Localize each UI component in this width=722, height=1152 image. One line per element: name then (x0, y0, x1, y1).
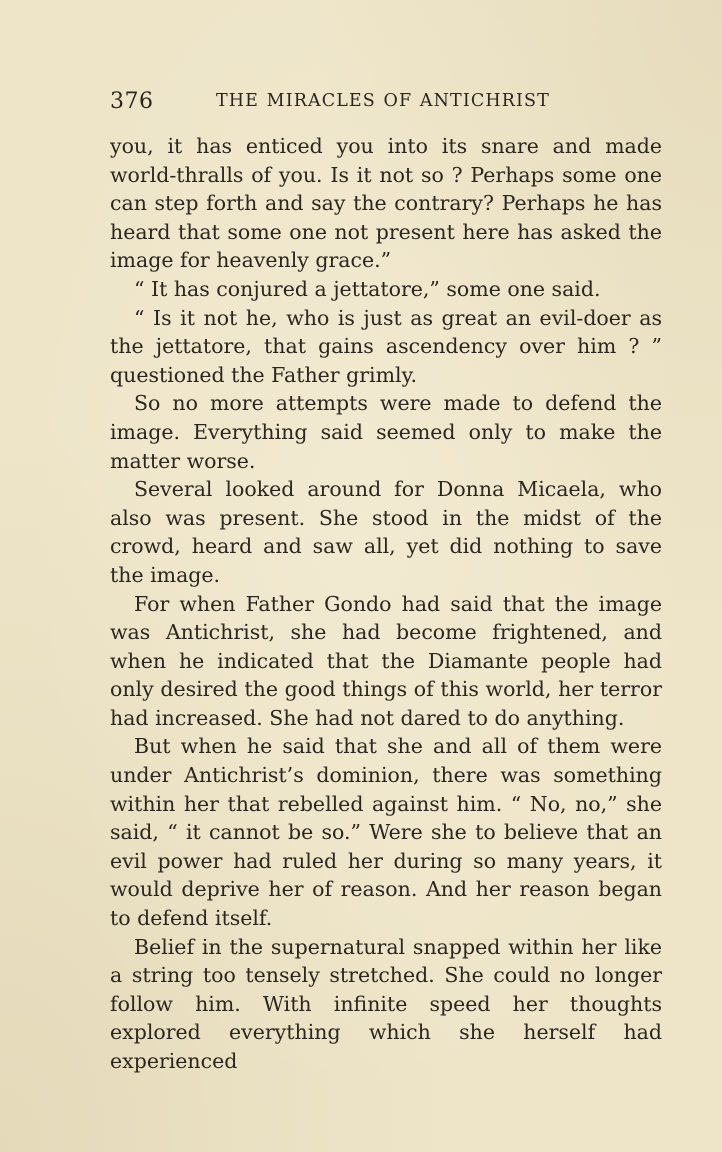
running-title: THE MIRACLES OF ANTICHRIST (216, 91, 550, 111)
paragraph: So no more attempts were made to defend the image. Everything said seemed only to make the matter worse. (110, 391, 662, 473)
body-text (110, 132, 662, 1076)
paragraph: Belief in the supernatural snapped within her like a string too tensely stretched. She could no longer follow him. With infinite speed her thoughts explored everything which she herself had experienced (110, 934, 662, 1073)
page-header (110, 86, 662, 116)
paragraph: But when he said that she and all of them were under Antichrist’s dominion, there was something within her that rebelled against him. “ No, no,” she said, “ it cannot be so.” Were she to believe that an evil power had ruled her during so many years, it would deprive her of reason. And her reason began to defend itself. (110, 734, 662, 931)
page-number: 376 (110, 89, 154, 114)
paragraph: “ Is it not he, who is just as great an evil-doer as the jettatore, that gains ascendency over him ? ” questioned the Father grimly. (110, 305, 662, 387)
paragraph-continued: you, it has enticed you into its snare and made world-thralls of you. Is it not so ? Perhaps some one can step forth and say the contrary? Perhaps he has heard that some one not present here has asked the image for heavenly grace.” (110, 134, 662, 273)
book-page (110, 86, 662, 1076)
paragraph: “ It has conjured a jettatore,” some one said. (134, 276, 601, 301)
paragraph: Several looked around for Donna Micaela, who also was present. She stood in the midst of the crowd, heard and saw all, yet did nothing to save the image. (110, 477, 662, 587)
paragraph: For when Father Gondo had said that the image was Antichrist, she had become frightened, and when he indicated that the Diamante people had only desired the good things of this world, her terror had increased. She had not dared to do anything. (110, 591, 662, 730)
